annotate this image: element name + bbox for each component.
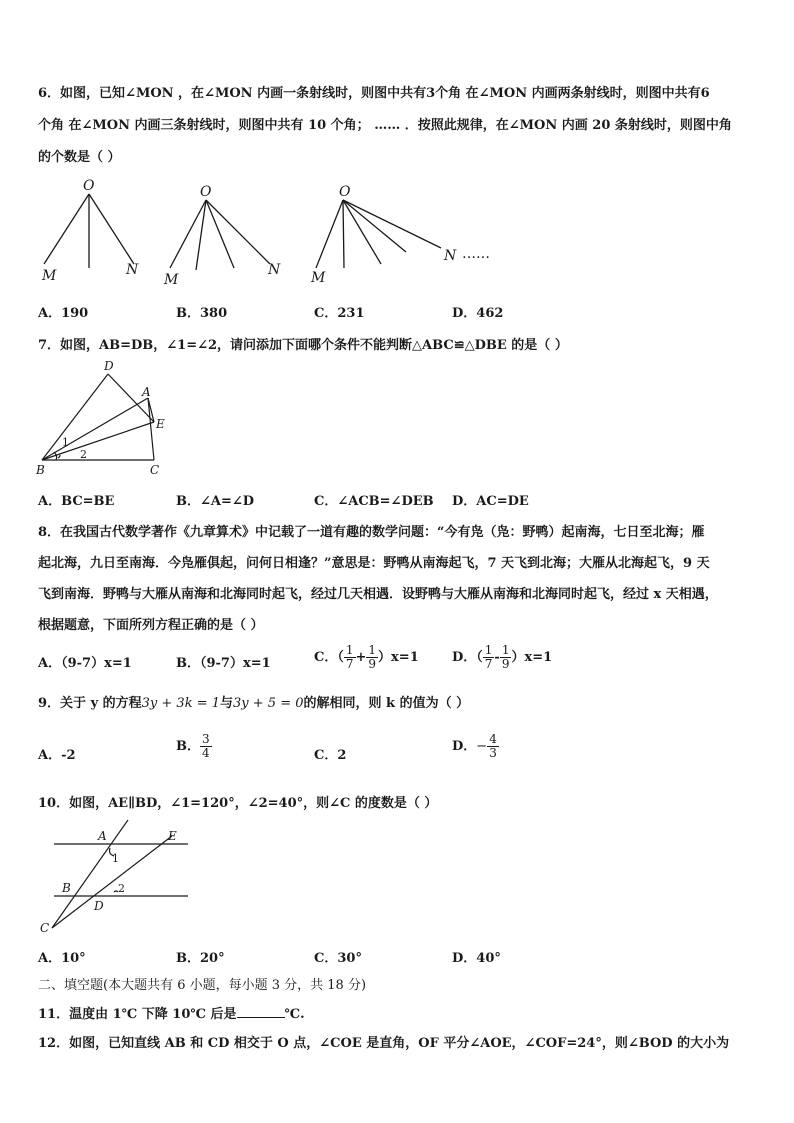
q8-line4: 根据题意，下面所列方程正确的是（ ）: [38, 618, 264, 633]
q10-option-d[interactable]: D．40°: [452, 951, 501, 966]
q11-pre: 11．温度由 1℃ 下降 10℃ 后是: [38, 1007, 237, 1022]
q11-answer-blank[interactable]: [237, 1005, 285, 1018]
q9-optd-frac: $\frac{4}{3}$: [489, 732, 497, 760]
q8-optc-post: ）x=1: [378, 650, 419, 665]
q6-line2: 个角 在∠MON 内画三条射线时，则图中共有 10 个角； …… ．按照此规律，在∠MON 内画 20 条射线时，则图中角: [38, 118, 732, 133]
q7-option-d[interactable]: D．AC=DE: [452, 494, 529, 509]
q6-fig1-n: N: [126, 262, 139, 278]
q9-post: 的解相同，则 k 的值为（ ）: [303, 696, 470, 711]
q10-label-a: A: [98, 829, 107, 843]
q7-label-d: D: [104, 359, 114, 373]
q6-fig2-n: N: [268, 262, 281, 278]
q10-option-b[interactable]: B．20°: [176, 951, 225, 966]
q10-label-c: C: [40, 921, 50, 935]
q9-mid: 与: [220, 696, 234, 711]
q7-label-e: E: [156, 417, 165, 431]
q6-line1: 6．如图，已知∠MON ，在∠MON 内画一条射线时，则图中共有3个角 在∠MON 内画两条射线时，则图中共有6: [38, 86, 710, 101]
q10-option-a[interactable]: A．10°: [38, 951, 86, 966]
q6-fig3-n: N: [444, 248, 457, 264]
q8-optd-frac2: $\frac{1}{9}$: [501, 643, 510, 671]
q6-option-a[interactable]: A．190: [38, 306, 89, 321]
q10-label-e: E: [168, 829, 177, 843]
q9-option-b[interactable]: [176, 733, 212, 760]
q9-optd-sign: −: [476, 739, 488, 754]
q8-optc-pre: C．（: [314, 650, 344, 665]
q8-option-a[interactable]: A．（9-7）x=1: [38, 656, 132, 671]
q7-angle-2: 2: [80, 448, 87, 461]
q8-line3: 飞到南海．野鸭与大雁从南海和北海同时起飞，经过几天相遇．设野鸭与大雁从南海和北海同时起飞，经过 x 天相遇，: [38, 587, 718, 602]
q8-optc-plus: +: [355, 650, 367, 665]
q7-option-a[interactable]: A．BC=BE: [38, 494, 115, 509]
q6-option-b[interactable]: B．380: [176, 306, 228, 321]
q6-fig1-o: O: [83, 178, 95, 194]
section-heading: 二、填空题(本大题共有 6 小题，每小题 3 分，共 18 分): [38, 978, 367, 993]
q11-stem: [38, 1003, 305, 1022]
q6-fig3-dots: ……: [462, 246, 490, 262]
q6-option-c[interactable]: C．231: [314, 306, 365, 321]
q7-label-b: B: [36, 463, 45, 477]
q8-option-d[interactable]: [452, 644, 552, 671]
q9-option-a[interactable]: A．-2: [38, 748, 76, 763]
q8-line2: 起北海，九日至南海．今凫雁俱起，问何日相逢？”意思是：野鸭从南海起飞，7 天飞到北海；大雁从北海起飞，9 天: [38, 556, 710, 571]
q6-fig3-o: O: [339, 184, 351, 200]
q8-optc-frac2: $\frac{1}{9}$: [368, 643, 377, 671]
q6-figure: [36, 176, 516, 286]
q11-post: ℃.: [284, 1007, 305, 1022]
q9-eq2: 3y + 5 = 0: [233, 696, 304, 711]
q10-line1: 10．如图，AE∥BD，∠1=120°，∠2=40°，则∠C 的度数是（ ）: [38, 796, 438, 811]
q9-optb-frac: $\frac{3}{4}$: [202, 732, 210, 760]
q10-angle-2: 2: [118, 882, 125, 895]
q8-line1: 8．在我国古代数学著作《九章算术》中记载了一道有趣的数学问题：“今有凫（凫：野鸭）起南海，七日至北海；雁: [38, 525, 705, 540]
q8-optc-frac1: $\frac{1}{7}$: [345, 643, 354, 671]
q8-optd-pre: D．（: [452, 650, 483, 665]
q10-label-d: D: [94, 899, 104, 913]
q10-option-c[interactable]: C．30°: [314, 951, 362, 966]
q8-optd-post: ）x=1: [511, 650, 553, 665]
q9-option-c[interactable]: C．2: [314, 748, 347, 763]
q6-line3: 的个数是（ ）: [38, 150, 121, 165]
q7-label-c: C: [150, 463, 160, 477]
q8-optd-minus: -: [494, 650, 500, 665]
q8-option-b[interactable]: B．（9-7）x=1: [176, 656, 271, 671]
q7-option-b[interactable]: B．∠A=∠D: [176, 494, 255, 509]
q10-angle-1: 1: [112, 852, 119, 865]
q7-option-c[interactable]: C．∠ACB=∠DEB: [314, 494, 434, 509]
q9-stem: [38, 692, 469, 711]
q6-fig2-o: O: [200, 184, 212, 200]
q9-optb-pre: B．: [176, 739, 200, 754]
q12-line1: 12．如图，已知直线 AB 和 CD 相交于 O 点，∠COE 是直角，OF 平分∠AOE，∠COF=24°，则∠BOD 的大小为: [38, 1036, 730, 1051]
q9-option-d[interactable]: [452, 733, 499, 760]
q10-figure: [36, 818, 196, 934]
q9-optd-pre: D．: [452, 739, 477, 754]
q8-option-c[interactable]: [314, 644, 419, 671]
q7-label-a: A: [142, 385, 151, 399]
q7-line1: 7．如图，AB=DB，∠1=∠2，请问添加下面哪个条件不能判断△ABC≌△DBE 的是（ ）: [38, 338, 568, 353]
q9-pre: 9．关于 y 的方程: [38, 696, 142, 711]
q6-fig1-m: M: [42, 268, 57, 284]
q9-eq1: 3y + 3k = 1: [141, 696, 221, 711]
q6-fig2-m: M: [164, 272, 179, 288]
q8-optd-frac1: $\frac{1}{7}$: [484, 643, 493, 671]
q7-figure: [36, 358, 176, 476]
q6-option-d[interactable]: D．462: [452, 306, 504, 321]
q7-angle-1: 1: [62, 436, 69, 449]
q6-fig3-m: M: [311, 270, 326, 286]
q10-label-b: B: [62, 881, 71, 895]
